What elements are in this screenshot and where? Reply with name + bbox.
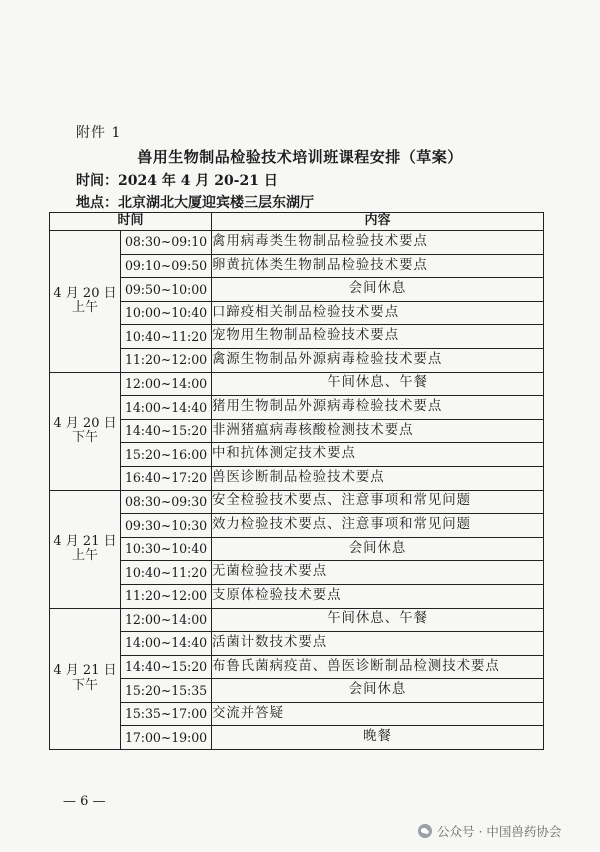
content-cell: 卵黄抗体类生物制品检验技术要点: [212, 254, 544, 278]
table-row: [50, 301, 544, 325]
time-slot-cell: 14:00~14:40: [121, 396, 212, 420]
content-cell: 猪用生物制品外源病毒检验技术要点: [212, 396, 544, 420]
time-slot-cell: 12:00~14:00: [121, 372, 212, 396]
table-row: [50, 466, 544, 490]
content-cell: 口蹄疫相关制品检验技术要点: [212, 301, 544, 325]
period-cell: 4 月 21 日 上午: [50, 490, 121, 608]
table-row: [50, 490, 544, 514]
table-row: [50, 537, 544, 561]
table-row: [50, 348, 544, 372]
wechat-icon: [418, 824, 432, 838]
schedule-table: [49, 212, 544, 750]
content-cell: 支原体检验技术要点: [212, 584, 544, 608]
attachment-label: 附件 1: [76, 125, 122, 141]
document-title: 兽用生物制品检验技术培训班课程安排（草案）: [137, 148, 463, 166]
table-row: [50, 608, 544, 632]
time-slot-cell: 11:20~12:00: [121, 348, 212, 372]
time-line: 时间：2024 年 4 月 20-21 日: [76, 173, 278, 189]
content-cell: 布鲁氏菌病疫苗、兽医诊断制品检测技术要点: [212, 655, 544, 679]
content-cell: 中和抗体测定技术要点: [212, 443, 544, 467]
content-cell: 宠物用生物制品检验技术要点: [212, 325, 544, 349]
table-row: [50, 632, 544, 656]
watermark: [418, 822, 561, 840]
table-row: [50, 231, 544, 255]
time-slot-cell: 08:30~09:30: [121, 490, 212, 514]
content-cell: 会间休息: [212, 679, 544, 703]
table-row: [50, 584, 544, 608]
time-slot-cell: 11:20~12:00: [121, 584, 212, 608]
content-cell: 安全检验技术要点、注意事项和常见问题: [212, 490, 544, 514]
period-cell: 4 月 20 日 下午: [50, 372, 121, 490]
table-row: [50, 278, 544, 302]
schedule-body: [50, 231, 544, 750]
table-row: [50, 702, 544, 726]
time-slot-cell: 10:30~10:40: [121, 537, 212, 561]
time-slot-cell: 15:35~17:00: [121, 702, 212, 726]
table-row: [50, 514, 544, 538]
time-slot-cell: 15:20~15:35: [121, 679, 212, 703]
table-row: [50, 419, 544, 443]
time-slot-cell: 10:40~11:20: [121, 561, 212, 585]
content-cell: 禽源生物制品外源病毒检验技术要点: [212, 348, 544, 372]
time-slot-cell: 09:50~10:00: [121, 278, 212, 302]
header-time: 时间: [50, 213, 212, 231]
content-cell: 禽用病毒类生物制品检验技术要点: [212, 231, 544, 255]
table-row: [50, 655, 544, 679]
period-cell: 4 月 21 日 下午: [50, 608, 121, 750]
time-slot-cell: 17:00~19:00: [121, 726, 212, 750]
page-number: — 6 —: [63, 794, 106, 809]
time-slot-cell: 09:10~09:50: [121, 254, 212, 278]
time-slot-cell: 12:00~14:00: [121, 608, 212, 632]
content-cell: 会间休息: [212, 278, 544, 302]
table-row: [50, 254, 544, 278]
content-cell: 晚餐: [212, 726, 544, 750]
table-row: [50, 561, 544, 585]
time-slot-cell: 08:30~09:10: [121, 231, 212, 255]
time-slot-cell: 14:40~15:20: [121, 655, 212, 679]
table-row: [50, 679, 544, 703]
watermark-text: 公众号 · 中国兽药协会: [437, 824, 562, 839]
content-cell: 无菌检验技术要点: [212, 561, 544, 585]
table-row: [50, 325, 544, 349]
time-slot-cell: 14:00~14:40: [121, 632, 212, 656]
time-slot-cell: 10:40~11:20: [121, 325, 212, 349]
content-cell: 活菌计数技术要点: [212, 632, 544, 656]
content-cell: 午间休息、午餐: [212, 608, 544, 632]
content-cell: 交流并答疑: [212, 702, 544, 726]
table-row: [50, 443, 544, 467]
time-slot-cell: 14:40~15:20: [121, 419, 212, 443]
place-line: 地点：北京湖北大厦迎宾楼三层东湖厅: [76, 195, 314, 211]
header-content: 内容: [212, 213, 544, 231]
content-cell: 效力检验技术要点、注意事项和常见问题: [212, 514, 544, 538]
table-header-row: [50, 213, 544, 231]
time-slot-cell: 15:20~16:00: [121, 443, 212, 467]
period-cell: 4 月 20 日 上午: [50, 231, 121, 373]
table-row: [50, 726, 544, 750]
time-slot-cell: 10:00~10:40: [121, 301, 212, 325]
table-row: [50, 372, 544, 396]
table-row: [50, 396, 544, 420]
content-cell: 兽医诊断制品检验技术要点: [212, 466, 544, 490]
content-cell: 午间休息、午餐: [212, 372, 544, 396]
content-cell: 非洲猪瘟病毒核酸检测技术要点: [212, 419, 544, 443]
content-cell: 会间休息: [212, 537, 544, 561]
time-slot-cell: 09:30~10:30: [121, 514, 212, 538]
time-slot-cell: 16:40~17:20: [121, 466, 212, 490]
